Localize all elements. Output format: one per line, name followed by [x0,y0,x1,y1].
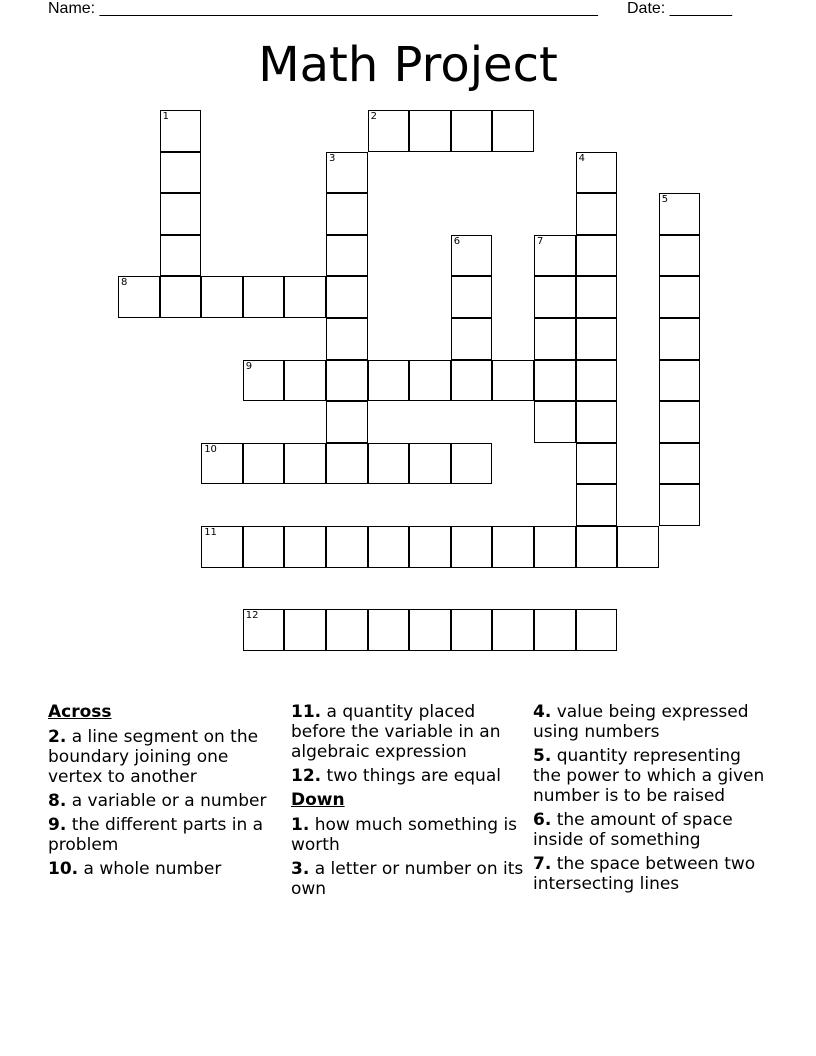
clue-number: 4. [533,702,552,722]
crossword-cell[interactable] [534,609,576,651]
crossword-cell[interactable] [534,318,576,360]
crossword-cell[interactable] [368,526,410,568]
clue-text: a quantity placed before the variable in an algebraic expression [291,702,501,762]
clue-text: two things are equal [326,766,501,786]
cell-number: 5 [661,194,669,206]
cell-number: 8 [121,277,128,289]
crossword-cell[interactable] [160,235,202,277]
clue-down-3 [291,859,527,899]
clue-across-12 [291,766,527,786]
crossword-cell[interactable] [326,360,368,402]
crossword-cell-1[interactable] [160,110,202,152]
crossword-cell[interactable] [284,276,326,318]
crossword-cell[interactable] [576,484,618,526]
clue-number: 3. [291,859,310,879]
cell-number: 4 [578,152,585,164]
clue-number: 1. [291,815,310,835]
crossword-cell[interactable] [409,609,451,651]
clue-text: the amount of space inside of something [533,810,733,850]
crossword-cell-3[interactable] [326,152,368,194]
crossword-cell[interactable] [284,526,326,568]
clue-down-5 [533,746,769,806]
crossword-cell[interactable] [451,443,493,485]
clue-down-1 [291,815,527,855]
crossword-cell[interactable] [326,609,368,651]
crossword-cell[interactable] [534,360,576,402]
crossword-cell[interactable] [451,276,493,318]
clue-number: 12. [291,766,322,786]
crossword-cell[interactable] [326,235,368,277]
crossword-cell[interactable] [409,443,451,485]
crossword-cell[interactable] [576,609,618,651]
crossword-cell[interactable] [326,276,368,318]
clue-across-10 [48,859,284,879]
clue-text: value being expressed using numbers [533,702,749,742]
clue-down-4 [533,702,769,742]
clue-number: 10. [48,859,79,879]
crossword-cell[interactable] [659,443,701,485]
clue-text: the different parts in a problem [48,815,264,855]
crossword-cell-4[interactable] [576,152,618,194]
crossword-cell[interactable] [617,526,659,568]
crossword-cell[interactable] [451,318,493,360]
crossword-cell[interactable] [451,526,493,568]
crossword-cell[interactable] [576,318,618,360]
crossword-cell[interactable] [659,276,701,318]
crossword-cell[interactable] [368,609,410,651]
crossword-cell[interactable] [576,276,618,318]
crossword-cell[interactable] [409,110,451,152]
clue-number: 6. [533,810,552,830]
crossword-cell-2[interactable] [368,110,410,152]
crossword-cell[interactable] [243,276,285,318]
crossword-cell[interactable] [201,276,243,318]
crossword-cell[interactable] [409,526,451,568]
crossword-cell-12[interactable] [243,609,285,651]
crossword-cell[interactable] [326,318,368,360]
crossword-cell[interactable] [368,360,410,402]
crossword-cell-9[interactable] [243,360,285,402]
crossword-cell[interactable] [492,526,534,568]
crossword-cell[interactable] [160,276,202,318]
clue-number: 5. [533,746,552,766]
name-field-label[interactable]: Name: ________________________________________________________ [48,0,598,17]
date-field-label[interactable]: Date: _______ [627,0,732,17]
cell-number: 11 [204,527,217,538]
cell-number: 12 [245,610,259,622]
crossword-cell-8[interactable] [118,276,160,318]
cell-number: 10 [204,443,217,455]
cell-number: 1 [162,111,169,122]
crossword-cell[interactable] [534,401,576,443]
crossword-cell[interactable] [160,193,202,235]
clues-column-1 [48,702,284,883]
clue-across-11 [291,702,527,762]
clue-text: the space between two intersecting lines [533,854,756,894]
crossword-cell[interactable] [451,609,493,651]
clue-text: quantity representing the power to which a given number is to be raised [533,746,765,806]
crossword-cell[interactable] [576,193,618,235]
clue-across-9 [48,815,284,855]
cell-number: 3 [329,152,336,164]
crossword-cell[interactable] [576,360,618,402]
crossword-cell[interactable] [243,526,285,568]
clues-column-3 [533,702,769,898]
crossword-cell-6[interactable] [451,235,493,277]
clue-number: 2. [48,727,67,747]
crossword-cell[interactable] [492,110,534,152]
clue-text: a variable or a number [71,791,267,811]
clue-text: a letter or number on its own [291,859,524,899]
cell-number: 2 [370,111,377,122]
crossword-cell[interactable] [160,152,202,194]
crossword-cell[interactable] [326,401,368,443]
clue-text: a whole number [83,859,222,879]
clue-across-8 [48,791,284,811]
crossword-cell[interactable] [576,443,618,485]
crossword-cell[interactable] [326,443,368,485]
crossword-cell[interactable] [534,526,576,568]
crossword-cell[interactable] [492,609,534,651]
clue-number: 11. [291,702,322,722]
crossword-cell-11[interactable] [201,526,243,568]
crossword-cell[interactable] [576,235,618,277]
page-title: Math Project [258,37,558,93]
clue-text: how much something is worth [291,815,518,855]
clue-number: 7. [533,854,552,874]
crossword-cell[interactable] [243,443,285,485]
down-heading: Down [291,790,345,810]
crossword-cell[interactable] [284,360,326,402]
crossword-cell[interactable] [451,110,493,152]
crossword-cell[interactable] [284,443,326,485]
crossword-cell[interactable] [368,443,410,485]
crossword-cell[interactable] [284,609,326,651]
crossword-cell-10[interactable] [201,443,243,485]
cell-number: 9 [245,360,253,372]
clue-number: 8. [48,791,67,811]
crossword-cell[interactable] [659,484,701,526]
crossword-cell-7[interactable] [534,235,576,277]
crossword-cell[interactable] [326,526,368,568]
crossword-cell[interactable] [409,360,451,402]
crossword-cell[interactable] [326,193,368,235]
crossword-cell-5[interactable] [659,193,701,235]
crossword-cell[interactable] [576,401,618,443]
cell-number: 7 [537,235,544,247]
crossword-cell[interactable] [534,276,576,318]
crossword-cell[interactable] [659,360,701,402]
clues-column-2 [291,702,527,903]
across-heading: Across [48,702,112,722]
clue-down-7 [533,854,769,894]
crossword-cell[interactable] [451,360,493,402]
crossword-cell[interactable] [659,401,701,443]
clue-text: a line segment on the boundary joining one vertex to another [48,727,259,787]
crossword-cell[interactable] [659,318,701,360]
crossword-cell[interactable] [492,360,534,402]
clue-across-2 [48,727,284,787]
clue-down-6 [533,810,769,850]
clue-number: 9. [48,815,67,835]
crossword-cell[interactable] [576,526,618,568]
cell-number: 6 [453,235,461,247]
crossword-cell[interactable] [659,235,701,277]
